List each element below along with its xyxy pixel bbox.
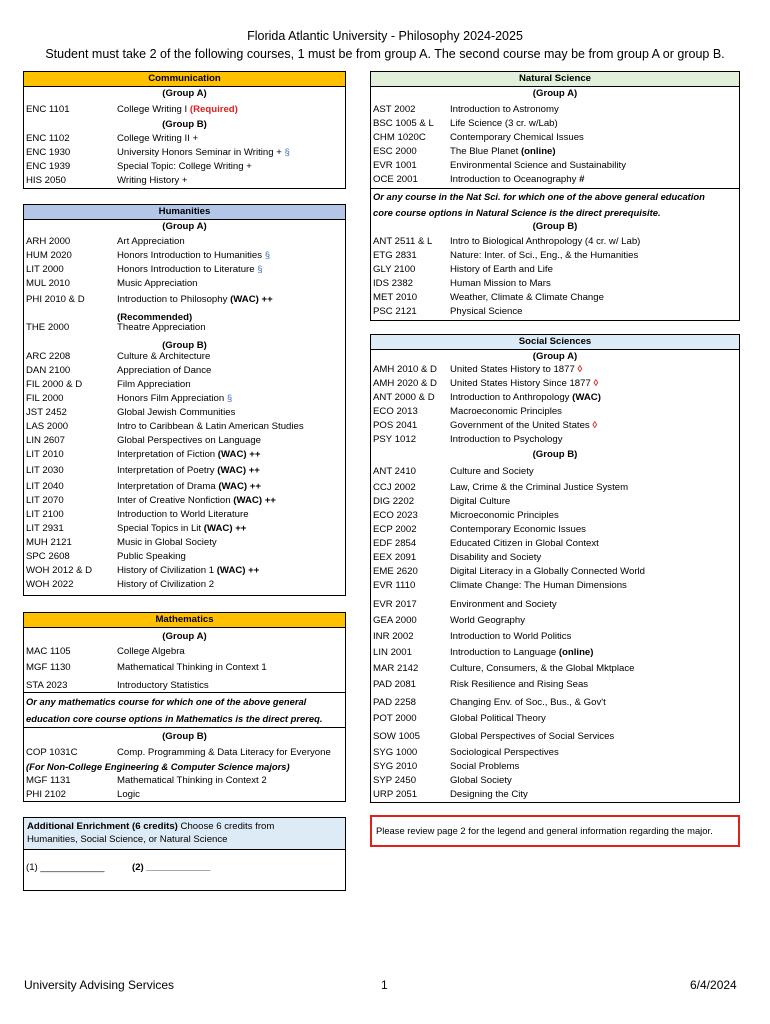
course-name: Weather, Climate & Climate Change (450, 292, 604, 303)
page-number: 1 (381, 978, 388, 992)
course-name: Logic (117, 789, 140, 800)
course-name: Special Topic: College Writing + (117, 161, 252, 172)
course-row (371, 103, 739, 117)
course-row (371, 730, 739, 744)
group-b-label: (Group B) (162, 340, 207, 351)
course-name: Theatre Appreciation (117, 322, 206, 333)
course-code: FIL 2000 & D (26, 379, 83, 390)
course-name: College Algebra (117, 646, 185, 657)
communication-section (23, 71, 346, 189)
course-name: University Honors Seminar in Writing + (117, 147, 282, 158)
course-row (24, 350, 345, 364)
recommended-label: (Recommended) (117, 312, 193, 323)
course-code: CCJ 2002 (373, 482, 416, 493)
group-b-label: (Group B) (532, 449, 578, 460)
course-name: Digital Literacy in a Globally Connected World (450, 566, 645, 577)
course-name: History of Civilization 1 (117, 565, 215, 576)
section-title: Communication (24, 72, 345, 87)
course-row (371, 646, 739, 660)
course-name: Global Perspectives on Language (117, 435, 262, 446)
social-sciences-section (370, 334, 740, 803)
course-row (371, 630, 739, 644)
course-name: Mathematical Thinking in Context 1 (117, 662, 267, 673)
ns-prereq-note: core course options in Natural Science is the direct prerequisite. (373, 207, 661, 218)
course-code: FIL 2000 (26, 393, 64, 404)
course-code: WOH 2012 & D (26, 565, 93, 576)
course-flag: (online) (520, 146, 556, 157)
course-name: Comp. Programming & Data Literacy for Everyone (117, 747, 331, 758)
course-code: ENC 1102 (26, 133, 70, 144)
course-name: Introduction to Oceanography (450, 174, 577, 185)
course-row (371, 760, 739, 774)
course-code: SPC 2608 (26, 551, 70, 562)
course-name: Mathematical Thinking in Context 2 (117, 775, 267, 786)
course-row (24, 645, 345, 659)
course-code: ENC 1930 (26, 147, 71, 158)
course-row (24, 277, 345, 291)
course-code: PAD 2081 (373, 679, 417, 690)
course-name: Law, Crime & the Criminal Justice System (450, 482, 629, 493)
course-row (24, 378, 345, 392)
course-code: ENC 1939 (26, 161, 71, 172)
group-a-label: (Group A) (162, 88, 207, 99)
required-flag: (Required) (189, 104, 238, 115)
course-code: MAR 2142 (373, 663, 419, 674)
section-title: Mathematics (24, 613, 345, 628)
course-code: DAN 2100 (26, 365, 71, 376)
course-row (371, 537, 739, 551)
section-title: Social Sciences (371, 335, 739, 350)
course-row (371, 405, 739, 419)
course-row (371, 235, 739, 249)
course-row (371, 131, 739, 145)
course-row (371, 291, 739, 305)
course-name: Introduction to Philosophy (117, 294, 228, 305)
course-name: Environmental Science and Sustainability (450, 160, 626, 171)
course-code: SYG 1000 (373, 747, 418, 758)
course-row (371, 465, 739, 479)
page-subtitle: Student must take 2 of the following courses, 1 must be from group A. The second course may be from group A or group B. (45, 47, 725, 61)
course-code: PSY 1012 (373, 434, 417, 445)
course-name: Interpretation of Drama (117, 481, 216, 492)
course-row (371, 598, 739, 612)
course-row (371, 774, 739, 788)
course-code: ETG 2831 (373, 250, 417, 261)
review-note: Please review page 2 for the legend and general information regarding the major. (370, 815, 740, 847)
course-name: College Writing I (117, 104, 188, 115)
course-code: EDF 2854 (373, 538, 417, 549)
course-name: Physical Science (450, 306, 523, 317)
course-code: MUH 2121 (26, 537, 72, 548)
course-name: Music in Global Society (117, 537, 217, 548)
course-flag: ◊ (577, 364, 583, 375)
course-name: Introduction to World Politics (450, 631, 572, 642)
course-name: Environment and Society (450, 599, 557, 610)
group-a-label: (Group A) (162, 221, 207, 232)
course-code: AST 2002 (373, 104, 416, 115)
group-b-label: (Group B) (162, 119, 207, 130)
course-flag: ◊ (593, 378, 599, 389)
course-row (371, 377, 739, 391)
course-code: EVR 1001 (373, 160, 417, 171)
course-code: COP 1031C (26, 747, 78, 758)
course-row (24, 235, 345, 249)
course-flag: (WAC) ++ (203, 523, 247, 534)
footer-date: 6/4/2024 (690, 978, 737, 992)
course-name: Honors Introduction to Humanities (117, 250, 263, 261)
course-flag: (online) (558, 647, 594, 658)
course-code: ANT 2511 & L (373, 236, 433, 247)
course-row (371, 481, 739, 495)
course-code: OCE 2001 (373, 174, 418, 185)
course-flag: ◊ (592, 420, 598, 431)
course-name: Interpretation of Fiction (117, 449, 216, 460)
course-row (24, 480, 345, 494)
course-code: PHI 2102 (26, 789, 67, 800)
course-name: Microeconomic Principles (450, 510, 559, 521)
course-code: LIT 2100 (26, 509, 64, 520)
course-flag: § (257, 264, 263, 275)
course-name: Disability and Society (450, 552, 542, 563)
course-row (371, 746, 739, 760)
course-code: ARH 2000 (26, 236, 71, 247)
course-code: MAC 1105 (26, 646, 71, 657)
course-name: Global Perspectives of Social Services (450, 731, 615, 742)
course-code: BSC 1005 & L (373, 118, 434, 129)
course-flag: (WAC) ++ (218, 481, 261, 492)
course-name: Music Appreciation (117, 278, 198, 289)
course-name: Social Problems (450, 761, 520, 772)
group-b-label: (Group B) (162, 731, 207, 742)
course-row (371, 419, 739, 433)
course-name: Human Mission to Mars (450, 278, 551, 289)
course-code: ARC 2208 (26, 351, 71, 362)
course-name: Life Science (3 cr. w/Lab) (450, 118, 558, 129)
course-code: LIN 2001 (373, 647, 412, 658)
course-name: College Writing II + (117, 133, 199, 144)
course-row (24, 263, 345, 277)
course-name: Appreciation of Dance (117, 365, 212, 376)
group-b-label: (Group B) (532, 221, 578, 232)
course-row (24, 508, 345, 522)
course-code: AMH 2020 & D (373, 378, 437, 389)
mathematics-section (23, 612, 346, 802)
course-flag: (WAC) ++ (216, 565, 260, 576)
course-row (24, 160, 345, 174)
course-code: PAD 2258 (373, 697, 417, 708)
course-code: LIT 2030 (26, 465, 64, 476)
course-name: Inter of Creative Nonfiction (117, 495, 231, 506)
course-code: IDS 2382 (373, 278, 414, 289)
course-name: Public Speaking (117, 551, 186, 562)
course-row (24, 249, 345, 263)
enrichment-heading: Additional Enrichment (6 credits) (27, 821, 178, 832)
course-code: LIT 2070 (26, 495, 64, 506)
course-code: POS 2041 (373, 420, 418, 431)
course-name: Sociological Perspectives (450, 747, 559, 758)
enrichment-text: Choose 6 credits from (177, 821, 275, 832)
course-name: Digital Culture (450, 496, 511, 507)
math-prereq-note: education core course options in Mathematics is the direct prereq. (26, 713, 323, 724)
course-row (371, 391, 739, 405)
course-flag: (WAC) ++ (233, 495, 276, 506)
ns-prereq-note: Or any course in the Nat Sci. for which one of the above general education (373, 191, 705, 202)
course-name: Honors Film Appreciation (117, 393, 225, 404)
course-row (24, 564, 345, 578)
course-row (24, 420, 345, 434)
course-code: ANT 2410 (373, 466, 417, 477)
course-name: Honors Introduction to Literature (117, 264, 255, 275)
group-a-label: (Group A) (162, 631, 207, 642)
course-row (371, 614, 739, 628)
course-code: INR 2002 (373, 631, 414, 642)
course-code: MGF 1131 (26, 775, 71, 786)
course-row (24, 536, 345, 550)
course-row (24, 132, 345, 146)
course-name: Art Appreciation (117, 236, 185, 247)
course-row (24, 174, 345, 188)
course-code: DIG 2202 (373, 496, 415, 507)
natural-science-section (370, 71, 740, 321)
course-row (371, 433, 739, 447)
course-code: EVR 1110 (373, 580, 416, 591)
course-row (371, 263, 739, 277)
page-title: Florida Atlantic University - Philosophy 2024-2025 (247, 29, 523, 43)
course-row (371, 173, 739, 187)
course-row (24, 746, 345, 760)
course-name: Contemporary Economic Issues (450, 524, 586, 535)
course-code: ECO 2023 (373, 510, 418, 521)
course-row (24, 434, 345, 448)
course-flag: (WAC) ++ (230, 294, 273, 305)
course-code: SOW 1005 (373, 731, 420, 742)
course-row (24, 448, 345, 462)
course-row (371, 565, 739, 579)
humanities-section (23, 204, 346, 596)
course-name: United States History to 1877 (450, 364, 575, 375)
course-row (371, 523, 739, 537)
course-row (24, 364, 345, 378)
course-row (371, 159, 739, 173)
course-code: LAS 2000 (26, 421, 69, 432)
course-flag: (WAC) ++ (217, 465, 260, 476)
enrichment-section (23, 817, 346, 891)
course-row (371, 305, 739, 319)
course-code: LIT 2010 (26, 449, 64, 460)
course-flag: § (264, 250, 271, 261)
course-code: URP 2051 (373, 789, 418, 800)
course-row (24, 522, 345, 536)
course-name: Nature: Inter. of Sci., Eng., & the Humanities (450, 250, 639, 261)
course-row (24, 774, 345, 788)
course-code: ENC 1101 (26, 104, 70, 115)
course-row (371, 249, 739, 263)
course-code: WOH 2022 (26, 579, 74, 590)
course-name: Culture and Society (450, 466, 534, 477)
course-row (371, 712, 739, 726)
course-name: Introduction to Astronomy (450, 104, 559, 115)
course-name: Designing the City (450, 789, 528, 800)
course-row (24, 146, 345, 160)
course-name: Global Political Theory (450, 713, 546, 724)
course-name: The Blue Planet (450, 146, 519, 157)
course-row (371, 363, 739, 377)
section-title: Natural Science (371, 72, 739, 87)
course-name: Interpretation of Poetry (117, 465, 215, 476)
course-row (371, 678, 739, 692)
course-name: United States History Since 1877 (450, 378, 591, 389)
course-code: CHM 1020C (373, 132, 426, 143)
course-name: Intro to Biological Anthropology (4 cr. w/ Lab) (450, 236, 641, 247)
course-code: MET 2010 (373, 292, 418, 303)
course-code: EEX 2091 (373, 552, 417, 563)
course-row (24, 550, 345, 564)
course-code: GEA 2000 (373, 615, 417, 626)
course-row (371, 696, 739, 710)
course-row (24, 392, 345, 406)
course-flag: (WAC) ++ (217, 449, 261, 460)
course-code: LIT 2000 (26, 264, 64, 275)
course-code: THE 2000 (26, 322, 70, 333)
course-row (371, 788, 739, 802)
course-name: Culture, Consumers, & the Global Mktplace (450, 663, 635, 674)
course-name: Special Topics in Lit (117, 523, 202, 534)
course-name: History of Earth and Life (450, 264, 553, 275)
course-name: Introduction to Psychology (450, 434, 563, 445)
course-row (371, 117, 739, 131)
course-row (371, 277, 739, 291)
course-code: PSC 2121 (373, 306, 417, 317)
footer-left: University Advising Services (24, 978, 175, 992)
course-name: Changing Env. of Soc., Bus., & Gov't (450, 697, 606, 708)
course-name: Culture & Architecture (117, 351, 211, 362)
course-code: MGF 1130 (26, 662, 71, 673)
course-flag: (WAC) (572, 392, 601, 403)
course-row (24, 494, 345, 508)
course-name: World Geography (450, 615, 526, 626)
enrichment-blank-1[interactable]: (1) ____________ (26, 862, 105, 873)
course-name: Climate Change: The Human Dimensions (450, 580, 627, 591)
enrichment-text: Humanities, Social Science, or Natural Science (27, 834, 228, 845)
course-row (371, 509, 739, 523)
course-row (371, 495, 739, 509)
section-title: Humanities (24, 205, 345, 220)
enrichment-blank-2[interactable]: (2) ____________ (132, 862, 211, 873)
course-code: HIS 2050 (26, 175, 67, 186)
course-name: Contemporary Chemical Issues (450, 132, 584, 143)
course-name: Introduction to Language (450, 647, 557, 658)
course-code: STA 2023 (26, 680, 68, 691)
course-name: Risk Resilience and Rising Seas (450, 679, 589, 690)
course-name: Government of the United States (450, 420, 590, 431)
course-code: SYP 2450 (373, 775, 417, 786)
course-row (371, 551, 739, 565)
course-code: LIN 2607 (26, 435, 65, 446)
course-row (24, 661, 345, 675)
course-name: Intro to Caribbean & Latin American Studies (117, 421, 304, 432)
course-name: Introduction to Anthropology (450, 392, 570, 403)
course-code: EVR 2017 (373, 599, 417, 610)
course-row (371, 579, 739, 593)
course-code: ANT 2000 & D (373, 392, 435, 403)
course-name: Macroeconomic Principles (450, 406, 562, 417)
course-flag: # (579, 174, 585, 185)
course-name: Introductory Statistics (117, 680, 209, 691)
course-row (24, 788, 345, 802)
course-name: Global Society (450, 775, 512, 786)
course-name: Global Jewish Communities (117, 407, 236, 418)
course-code: MUL 2010 (26, 278, 70, 289)
course-row (371, 662, 739, 676)
course-name: Introduction to World Literature (117, 509, 249, 520)
group-a-label: (Group A) (532, 88, 578, 99)
cop-note: (For Non-College Engineering & Computer Science majors) (26, 761, 290, 772)
course-name: History of Civilization 2 (117, 579, 215, 590)
course-code: ECO 2013 (373, 406, 418, 417)
course-code: PHI 2010 & D (26, 294, 85, 305)
course-row (24, 464, 345, 478)
course-code: POT 2000 (373, 713, 417, 724)
course-code: LIT 2931 (26, 523, 64, 534)
course-flag: § (284, 147, 290, 158)
course-code: ESC 2000 (373, 146, 417, 157)
course-name: Writing History + (117, 175, 188, 186)
course-row (24, 293, 345, 307)
math-prereq-note: Or any mathematics course for which one of the above general (26, 696, 307, 707)
course-row (24, 578, 345, 592)
course-name: Educated Citizen in Global Context (450, 538, 599, 549)
course-code: EME 2620 (373, 566, 418, 577)
course-code: ECP 2002 (373, 524, 417, 535)
course-name: Film Appreciation (117, 379, 191, 390)
course-flag: § (226, 393, 233, 404)
course-code: LIT 2040 (26, 481, 64, 492)
group-a-label: (Group A) (532, 351, 578, 362)
course-code: SYG 2010 (373, 761, 418, 772)
course-code: AMH 2010 & D (373, 364, 437, 375)
course-code: JST 2452 (26, 407, 67, 418)
course-row (24, 103, 345, 117)
course-row (371, 145, 739, 159)
course-row (24, 406, 345, 420)
course-code: HUM 2020 (26, 250, 72, 261)
course-row (24, 679, 345, 693)
course-code: GLY 2100 (373, 264, 416, 275)
